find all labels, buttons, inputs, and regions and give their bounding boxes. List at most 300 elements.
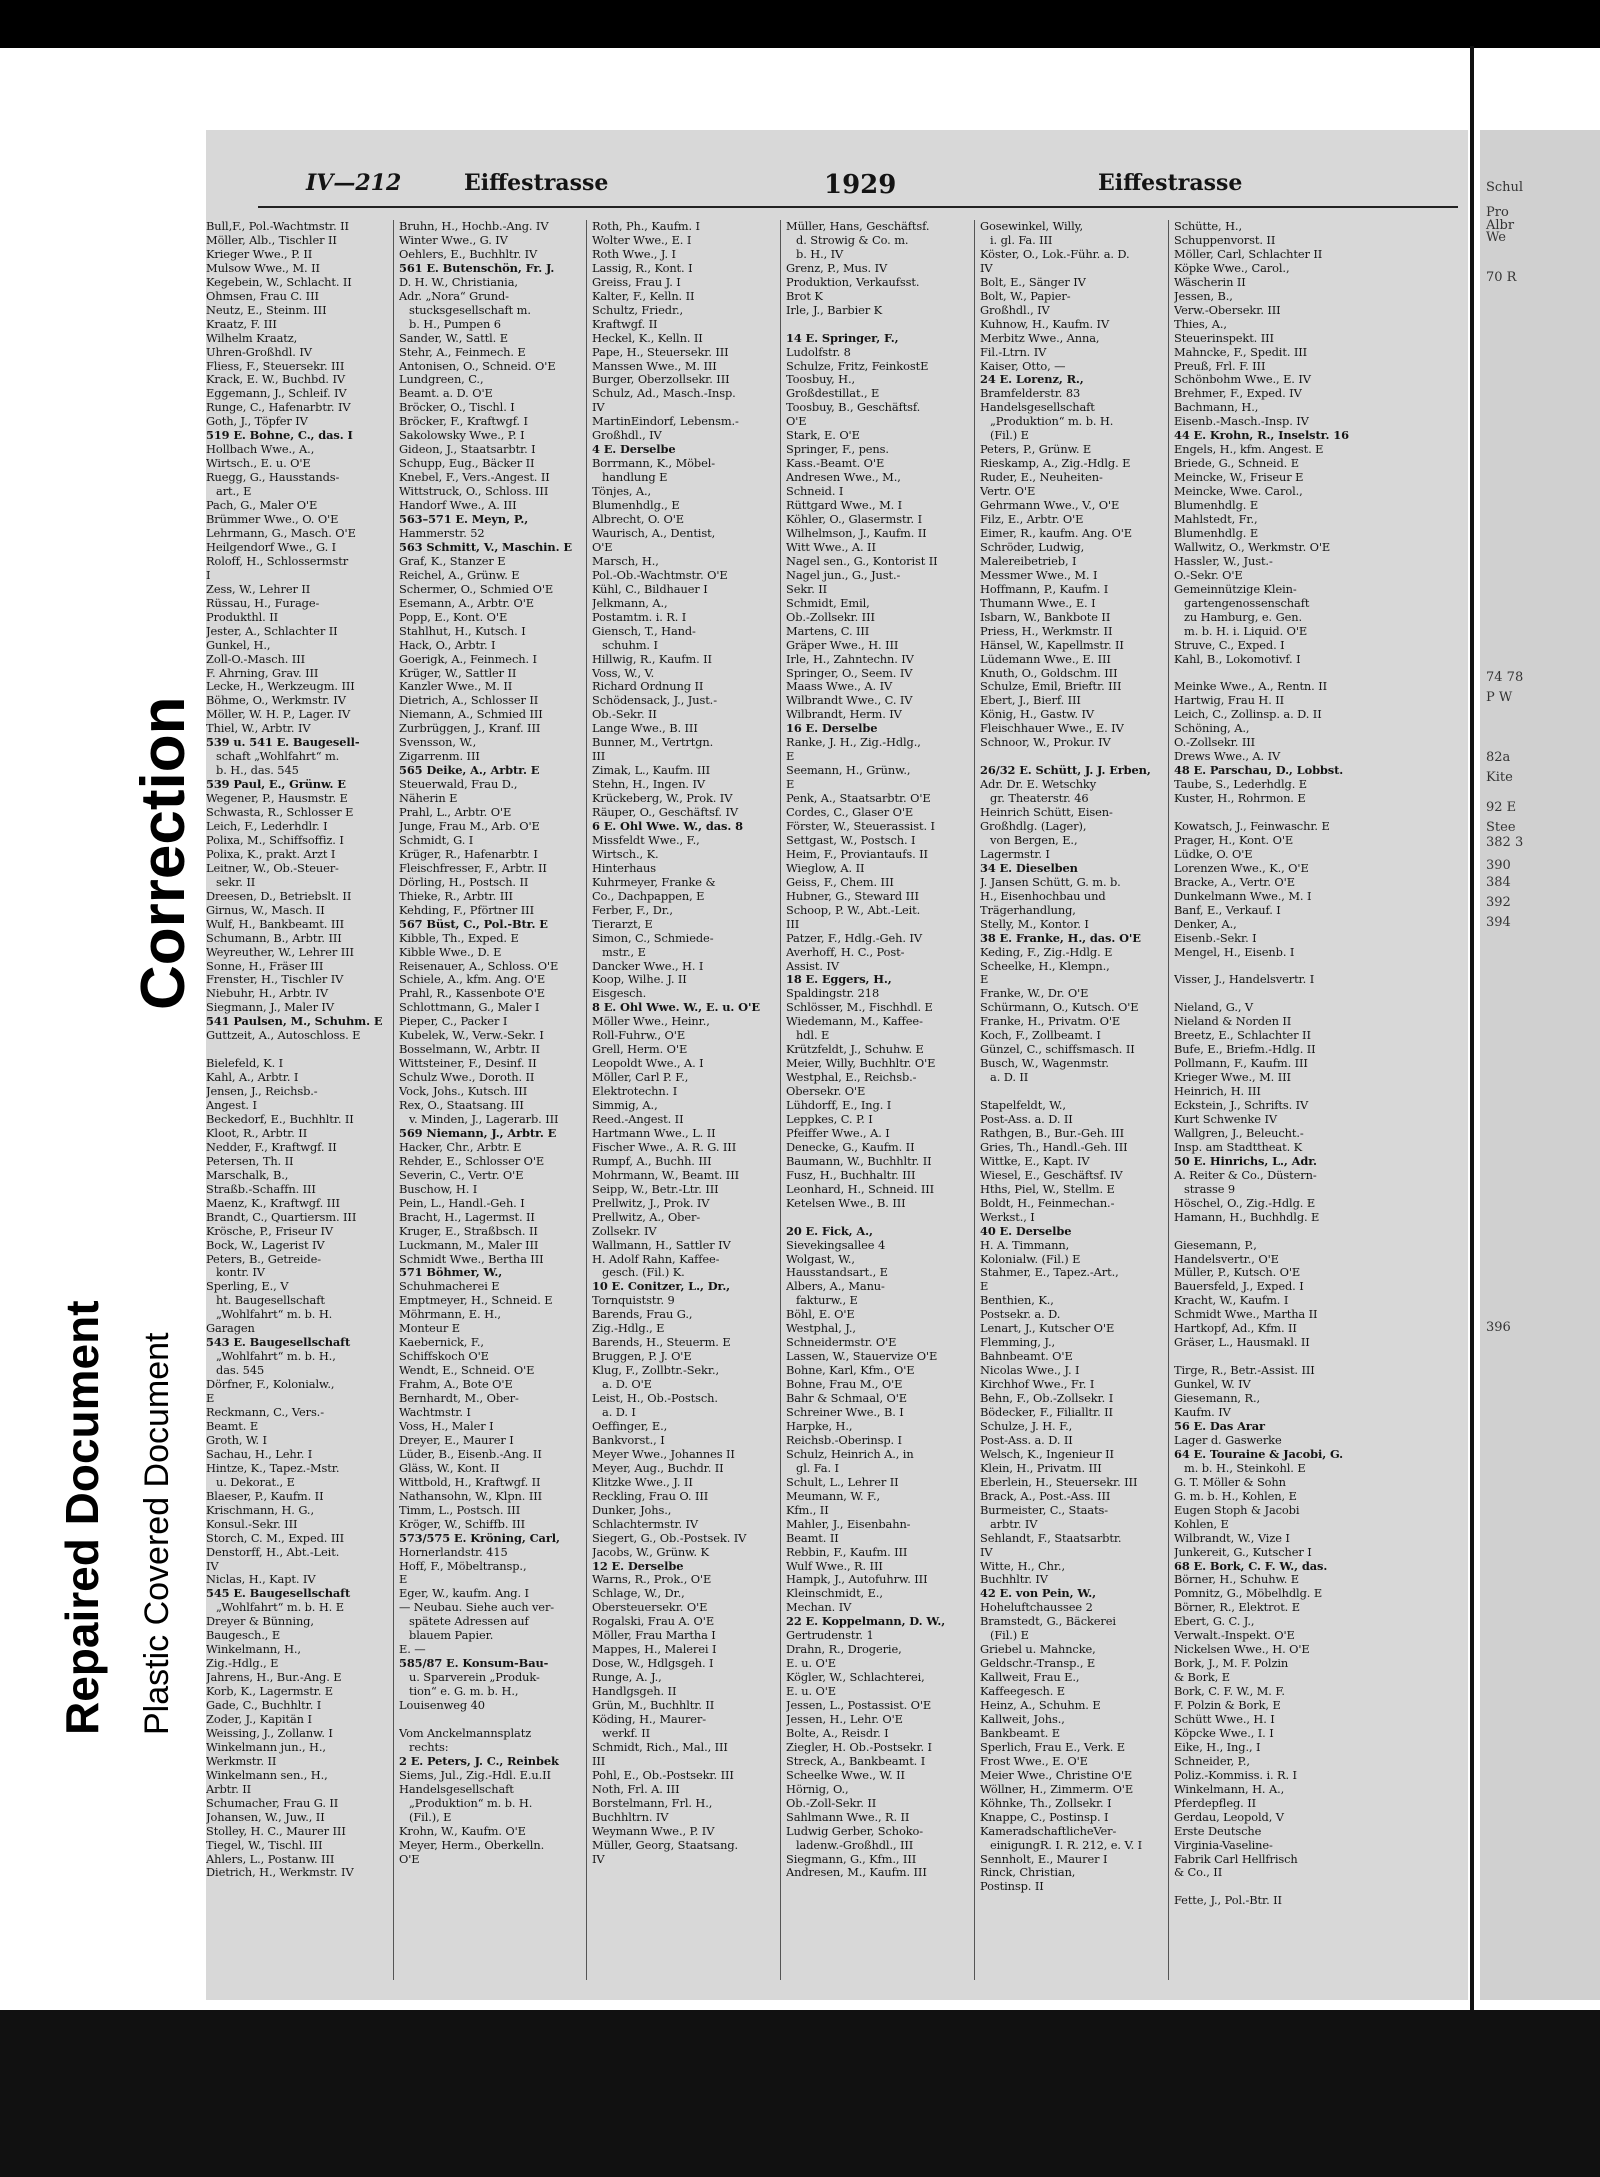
directory-entry: Sennholt, E., Maurer I	[980, 1851, 1108, 1866]
directory-entry: Esemann, A., Arbtr. O'E	[399, 595, 534, 610]
directory-entry: Struve, C., Exped. I	[1174, 637, 1285, 652]
directory-entry	[980, 1085, 1160, 1099]
directory-entry: blauem Papier.	[409, 1628, 494, 1643]
directory-entry: gartengenossenschaft	[1184, 595, 1310, 610]
directory-entry: Böhl, E. O'E	[786, 1307, 855, 1322]
directory-entry: Mulsow Wwe., M. II	[206, 260, 320, 275]
directory-entry: Zig.-Hdlg., E	[592, 1321, 665, 1336]
page-edge	[1470, 46, 1474, 2011]
directory-entry: Hacker, Chr., Arbtr. E	[399, 1139, 522, 1154]
directory-entry	[786, 1211, 966, 1225]
directory-entry: Beamt. a. D. O'E	[399, 386, 493, 401]
directory-entry: Jahrens, H., Bur.-Ang. E	[206, 1670, 342, 1685]
directory-entry: Beamt. E	[206, 1418, 259, 1433]
directory-entry: Konsul.-Sekr. III	[206, 1516, 298, 1531]
adjacent-page-text: 394	[1486, 915, 1511, 930]
directory-entry: Schmidt, Emil,	[786, 595, 870, 610]
directory-entry: m. b. H., Steinkohl. E	[1184, 1460, 1306, 1475]
directory-entry: Winter Wwe., G. IV	[399, 232, 508, 247]
directory-entry: 48 E. Parschau, D., Lobbst.	[1174, 763, 1344, 778]
directory-entry: Reckmann, C., Vers.-	[206, 1405, 324, 1420]
directory-entry: 12 E. Derselbe	[592, 1558, 684, 1573]
directory-entry: 565 Deike, A., Arbtr. E	[399, 763, 540, 778]
directory-entry: Bolt, W., Papier-	[980, 288, 1071, 303]
directory-entry: Groth, W. I	[206, 1432, 267, 1447]
directory-entry: Niemann, A., Schmied III	[399, 707, 543, 722]
page-header	[206, 170, 1468, 200]
directory-entry: Wilbrandt, Herm. IV	[786, 707, 902, 722]
directory-entry: Brümmer Wwe., O. O'E	[206, 512, 339, 527]
directory-entry: Dreyer & Bünning,	[206, 1614, 314, 1629]
directory-entry: Penk, A., Staatsarbtr. O'E	[786, 791, 931, 806]
directory-entry: Bunner, M., Vertrtgn.	[592, 735, 714, 750]
directory-entry: Schulz, Heinrich A., in	[786, 1446, 914, 1461]
directory-entry: Siegert, G., Ob.-Postsek. IV	[592, 1530, 747, 1545]
directory-entry: Thies, A.,	[1174, 316, 1227, 331]
directory-entry: Erste Deutsche	[1174, 1823, 1262, 1838]
directory-entry: Lassig, R., Kont. I	[592, 260, 693, 275]
directory-entry: Albers, A., Manu-	[786, 1279, 885, 1294]
directory-entry: Knebel, F., Vers.-Angest. II	[399, 470, 550, 485]
directory-entry: spätete Adressen auf	[409, 1614, 529, 1629]
directory-entry: Postinsp. II	[980, 1879, 1044, 1894]
directory-entry: Marsch, H.,	[592, 553, 659, 568]
directory-entry: Ruder, E., Neuheiten-	[980, 470, 1103, 485]
directory-entry: Jensen, J., Reichsb.-	[206, 1084, 318, 1099]
directory-entry: Winkelmann jun., H.,	[206, 1739, 326, 1754]
directory-entry: Pieper, C., Packer I	[399, 1014, 508, 1029]
directory-entry: Nagel jun., G., Just.-	[786, 567, 901, 582]
directory-entry: Franke, W., Dr. O'E	[980, 986, 1089, 1001]
directory-entry: Mohrmann, W., Beamt. III	[592, 1167, 740, 1182]
directory-entry: Schult, L., Lehrer II	[786, 1474, 899, 1489]
directory-entry: „Wohlfahrt“ m. b. H.	[216, 1307, 333, 1322]
directory-entry: Eisenb.-Masch.-Insp. IV	[1174, 414, 1309, 429]
directory-entry: Hassler, W., Just.-	[1174, 553, 1273, 568]
directory-entry: Burger, Oberzollsekr. III	[592, 372, 730, 387]
directory-entry: Bruhn, H., Hochb.-Ang. IV	[399, 220, 549, 233]
directory-entry: Warns, R., Prok., O'E	[592, 1572, 712, 1587]
directory-column-2	[399, 220, 579, 1990]
directory-entry: Klitzke Wwe., J. II	[592, 1474, 693, 1489]
directory-entry: Mahncke, F., Spedit. III	[1174, 344, 1308, 359]
directory-entry: III	[786, 916, 800, 931]
directory-entry: Benthien, K.,	[980, 1293, 1054, 1308]
directory-entry: Bork, C. F. W., M. F.	[1174, 1684, 1285, 1699]
directory-entry: Eimer, R., kaufm. Ang. O'E	[980, 525, 1132, 540]
directory-entry: Ebert, G. C. J.,	[1174, 1614, 1255, 1629]
directory-entry: Schröder, Ludwig,	[980, 539, 1085, 554]
directory-entry: Malereibetrieb, I	[980, 553, 1077, 568]
directory-entry: Kass.-Beamt. O'E	[786, 456, 885, 471]
directory-entry: Börner, H., Schuhw. E	[1174, 1572, 1300, 1587]
directory-entry: Filz, E., Arbtr. O'E	[980, 512, 1084, 527]
directory-entry: Leist, H., Ob.-Postsch.	[592, 1391, 718, 1406]
directory-entry: Pol.-Ob.-Wachtmstr. O'E	[592, 567, 728, 582]
directory-entry: & Bork, E	[1174, 1670, 1230, 1685]
directory-entry: O'E	[592, 539, 613, 554]
directory-entry: Ebert, J., Bierf. III	[980, 693, 1081, 708]
directory-entry: Luckmann, M., Maler III	[399, 1237, 539, 1252]
directory-entry: Wallgren, J., Beleucht.-	[1174, 1125, 1304, 1140]
directory-entry: Nickelsen Wwe., H. O'E	[1174, 1642, 1310, 1657]
directory-entry: Möller, Frau Martha I	[592, 1628, 716, 1643]
correction-label: Correction	[129, 696, 198, 1010]
directory-entry: 4 E. Derselbe	[592, 442, 676, 457]
directory-entry: Gunkel, W. IV	[1174, 1377, 1251, 1392]
directory-entry: Dreyer, E., Maurer I	[399, 1432, 514, 1447]
street-name-left: Eiffestrasse	[464, 170, 609, 196]
directory-entry: Wilbrandt, W., Vize I	[1174, 1530, 1290, 1545]
directory-entry: Beckedorf, E., Buchhltr. II	[206, 1112, 354, 1126]
directory-entry: Beamt. II	[786, 1530, 839, 1545]
directory-entry: Müller, Georg, Staatsang.	[592, 1837, 739, 1852]
directory-entry: III	[592, 749, 606, 764]
directory-entry: Flemming, J.,	[980, 1335, 1056, 1350]
directory-entry: Virginia-Vaseline-	[1174, 1837, 1273, 1852]
directory-entry: Nedder, F., Kraftwgf. II	[206, 1139, 337, 1154]
directory-entry: Marschalk, B.,	[206, 1167, 289, 1182]
directory-entry: Rebbin, F., Kaufm. III	[786, 1544, 908, 1559]
directory-entry: Wittke, E., Kapt. IV	[980, 1153, 1090, 1168]
directory-entry: „Produktion“ m. b. H.	[990, 414, 1114, 429]
directory-entry: Rüttgard Wwe., M. I	[786, 498, 903, 513]
directory-entry: Kirchhof Wwe., Fr. I	[980, 1377, 1095, 1392]
directory-entry: 569 Niemann, J., Arbtr. E	[399, 1125, 557, 1140]
directory-entry: Börner, R., Elektrot. E	[1174, 1600, 1300, 1615]
directory-entry: Giesemann, R.,	[1174, 1391, 1260, 1406]
directory-entry: Kahl, A., Arbtr. I	[206, 1070, 299, 1085]
directory-entry: Emptmeyer, H., Schneid. E	[399, 1293, 553, 1308]
directory-entry: Martens, C. III	[786, 623, 870, 638]
directory-entry: Assist. IV	[786, 958, 839, 973]
directory-entry: Leppkes, C. P. I	[786, 1112, 873, 1126]
directory-entry: E. u. O'E	[786, 1684, 837, 1699]
directory-entry: G. m. b. H., Kohlen, E	[1174, 1488, 1297, 1503]
directory-entry: Stahlhut, H., Kutsch. I	[399, 623, 526, 638]
directory-entry: Schmidt, G. I	[399, 832, 474, 847]
directory-entry: Hamann, H., Buchhdlg. E	[1174, 1209, 1320, 1224]
directory-entry: Kröger, W., Schiffb. III	[399, 1516, 526, 1531]
plastic-covered-label: Plastic Covered Document	[138, 1332, 176, 1735]
adjacent-page-text: 70 R	[1486, 270, 1517, 285]
directory-entry: Thieke, R., Arbtr. III	[399, 888, 513, 903]
directory-entry: 34 E. Dieselben	[980, 860, 1078, 875]
directory-entry: Kolonialw. (Fil.) E	[980, 1251, 1081, 1266]
directory-entry: Griebel u. Mahncke,	[980, 1642, 1096, 1657]
directory-entry: Hintze, K., Tapez.-Mstr.	[206, 1460, 340, 1475]
directory-entry: Reichsb.-Oberinsp. I	[786, 1432, 902, 1447]
directory-entry: Meyer, Aug., Buchdr. II	[592, 1460, 724, 1475]
directory-entry: Handlgsgeh. II	[592, 1684, 677, 1699]
directory-entry: Siegmann, J., Maler IV	[206, 1000, 334, 1015]
directory-entry: Möller, Carl, Schlachter II	[1174, 246, 1323, 261]
directory-entry: Sekr. II	[786, 581, 828, 596]
directory-entry: Bull,F., Pol.-Wachtmstr. II	[206, 220, 349, 233]
directory-entry	[1174, 1225, 1354, 1239]
directory-entry: Westphal, E., Reichsb.-	[786, 1070, 917, 1085]
directory-entry: ladenw.-Großhdl., III	[796, 1837, 914, 1852]
directory-entry: Schuppenvorst. II	[1174, 232, 1276, 247]
directory-entry: Prellwitz, A., Ober-	[592, 1209, 701, 1224]
directory-entry: Kracht, W., Kaufm. I	[1174, 1293, 1289, 1308]
directory-entry: Hampk, J., Autofuhrw. III	[786, 1572, 928, 1587]
directory-entry: Sakolowsky Wwe., P. I	[399, 428, 525, 443]
directory-entry: Schmidt, Rich., Mal., III	[592, 1739, 728, 1754]
directory-entry: Eckstein, J., Schrifts. IV	[1174, 1098, 1309, 1113]
directory-entry: Geldschr.-Transp., E	[980, 1656, 1096, 1671]
directory-entry: Post-Ass. a. D. II	[980, 1432, 1073, 1447]
directory-entry: Nathansohn, W., Klpn. III	[399, 1488, 543, 1503]
directory-entry: Runge, A. J.,	[592, 1670, 662, 1685]
directory-entry: Eisgesch.	[592, 986, 647, 1001]
directory-entry: Polixa, M., Schiffsoffiz. I	[206, 832, 344, 847]
directory-entry: Pomnitz, G., Möbelhdlg. E	[1174, 1586, 1323, 1601]
directory-entry: Weissing, J., Zollanw. I	[206, 1725, 333, 1740]
directory-entry: Severin, C., Vertr. O'E	[399, 1167, 524, 1182]
directory-entry: Meumann, W. F.,	[786, 1488, 881, 1503]
directory-entry: Kuster, H., Rohrmon. E	[1174, 791, 1306, 806]
directory-entry: 567 Büst, C., Pol.-Btr. E	[399, 916, 548, 931]
directory-entry: KameradschaftlicheVer-	[980, 1823, 1117, 1838]
directory-entry: Fleischhauer Wwe., E. IV	[980, 721, 1124, 736]
directory-entry: Siegmann, G., Kfm., III	[786, 1851, 917, 1866]
directory-entry: Stahmer, E., Tapez.-Art.,	[980, 1265, 1119, 1280]
directory-entry: Denecke, G., Kaufm. II	[786, 1139, 915, 1154]
directory-entry: Schönbohm Wwe., E. IV	[1174, 372, 1311, 387]
directory-entry: Bankvorst., I	[592, 1432, 665, 1447]
directory-entry: art., E	[216, 484, 252, 499]
directory-entry: Schmidt Wwe., Martha II	[1174, 1307, 1318, 1322]
directory-entry: Hoff, F., Möbeltransp.,	[399, 1558, 527, 1573]
directory-entry: Roloff, H., Schlossermstr	[206, 553, 349, 568]
directory-entry: Dreesen, D., Betriebslt. II	[206, 888, 352, 903]
directory-entry: Taube, S., Lederhdlg. E	[1174, 777, 1307, 792]
directory-entry: Harpke, H.,	[786, 1418, 853, 1433]
directory-entry: 38 E. Franke, H., das. O'E	[980, 930, 1141, 945]
directory-entry: Handelsgesellschaft	[399, 1781, 514, 1796]
directory-entry: H., Eisenhochbau und	[980, 888, 1106, 903]
directory-entry: Köding, H., Maurer-	[592, 1711, 707, 1726]
directory-entry: Nicolas Wwe., J. I	[980, 1363, 1080, 1378]
directory-entry: Blumenhdlg. E	[1174, 498, 1259, 513]
directory-entry: Bankbeamt. E	[980, 1725, 1060, 1740]
directory-entry: Adr. Dr. E. Wetschky	[980, 777, 1097, 792]
directory-entry: Co., Dachpappen, E	[592, 888, 705, 903]
directory-entry	[786, 318, 966, 332]
directory-entry: Mengel, H., Eisenb. I	[1174, 944, 1295, 959]
directory-entry: Fischer Wwe., A. R. G. III	[592, 1139, 737, 1154]
directory-entry: Denstorff, H., Abt.-Leit.	[206, 1544, 340, 1559]
directory-entry: Dancker Wwe., H. I	[592, 958, 704, 973]
directory-entry: Franke, H., Privatm. O'E	[980, 1014, 1121, 1029]
directory-entry: E. —	[399, 1642, 426, 1657]
directory-entry: i. gl. Fa. III	[990, 232, 1053, 247]
directory-entry: 42 E. von Pein, W.,	[980, 1586, 1096, 1601]
directory-entry: Fleischfresser, F., Arbtr. II	[399, 860, 547, 875]
directory-entry: Räuper, O., Geschäftsf. IV	[592, 805, 738, 820]
adjacent-page-text: 382 3	[1486, 835, 1524, 850]
directory-entry: Grell, Herm. O'E	[592, 1042, 688, 1057]
directory-page	[206, 130, 1468, 2000]
directory-entry: IV	[592, 1851, 605, 1866]
directory-entry: Spaldingstr. 218	[786, 986, 880, 1001]
directory-entry: Wallmann, H., Sattler IV	[592, 1237, 731, 1252]
directory-entry: stucksgesellschaft m.	[409, 302, 531, 317]
directory-entry: Post-Ass. a. D. II	[980, 1112, 1073, 1126]
directory-entry: Bahr & Schmaal, O'E	[786, 1391, 907, 1406]
directory-entry: Insp. am Stadttheat. K	[1174, 1139, 1303, 1154]
repaired-document-label: Repaired Document	[56, 1300, 108, 1735]
directory-entry: Welsch, K., Ingenieur II	[980, 1446, 1114, 1461]
directory-entry: Gosewinkel, Willy,	[980, 220, 1083, 233]
directory-entry: Bachmann, H.,	[1174, 400, 1259, 415]
directory-entry: Toosbuy, H.,	[786, 372, 856, 387]
directory-entry: Reisenauer, A., Schloss. O'E	[399, 958, 559, 973]
directory-entry: 563 Schmitt, V., Maschin. E	[399, 539, 572, 554]
directory-entry: Schlösser, M., Fischhdl. E	[786, 1000, 933, 1015]
directory-entry: Lühdorff, E., Ing. I	[786, 1098, 892, 1113]
header-rule	[258, 206, 1458, 208]
directory-entry: Kleinschmidt, E.,	[786, 1586, 883, 1601]
column-divider	[1168, 220, 1169, 1980]
directory-entry: Gade, C., Buchhltr. I	[206, 1698, 322, 1713]
directory-entry: Engels, H., kfm. Angest. E	[1174, 442, 1324, 457]
adjacent-page-fragment	[1480, 130, 1600, 2000]
directory-entry: Mahler, J., Eisenbahn-	[786, 1516, 911, 1531]
directory-entry: Lecke, H., Werkzeugm. III	[206, 679, 355, 694]
directory-entry: Näherin E	[399, 791, 458, 806]
directory-entry: Gerdau, Leopold, V	[1174, 1809, 1284, 1824]
directory-entry: Hänsel, W., Kapellmstr. II	[980, 637, 1124, 652]
directory-entry: Brehmer, F., Exped. IV	[1174, 386, 1302, 401]
directory-entry: Produktion, Verkaufsst.	[786, 274, 920, 289]
directory-entry: Eberlein, H., Steuersekr. III	[980, 1474, 1138, 1489]
directory-entry: Schlage, W., Dr.,	[592, 1586, 685, 1601]
directory-entry: Gries, Th., Handl.-Geh. III	[980, 1139, 1128, 1154]
directory-entry: Polixa, K., prakt. Arzt I	[206, 846, 336, 861]
directory-entry: 8 E. Ohl Wwe. W., E. u. O'E	[592, 1000, 760, 1015]
directory-entry: Girnus, W., Masch. II	[206, 902, 325, 917]
directory-entry: Goth, J., Töpfer IV	[206, 414, 308, 429]
directory-entry: Hillwig, R., Kaufm. II	[592, 651, 712, 666]
directory-entry: Richard Ordnung II	[592, 679, 704, 694]
directory-entry: Großhdl., IV	[980, 302, 1050, 317]
directory-entry: Frahm, A., Bote O'E	[399, 1377, 513, 1392]
directory-entry: Hinterhaus	[592, 860, 656, 875]
directory-entry: Fabrik Carl Hellfrisch	[1174, 1851, 1298, 1866]
directory-entry: Oehlers, E., Buchhltr. IV	[399, 246, 538, 261]
directory-entry: Wulf, H., Bankbeamt. III	[206, 916, 345, 931]
directory-entry: Antonisen, O., Schneid. O'E	[399, 358, 556, 373]
directory-entry: Noth, Frl. A. III	[592, 1781, 680, 1796]
directory-entry: Prahl, L., Arbtr. O'E	[399, 805, 512, 820]
directory-entry	[980, 750, 1160, 764]
directory-entry: Möhrmann, E. H.,	[399, 1307, 501, 1322]
directory-entry: Wieglow, A. II	[786, 860, 865, 875]
directory-entry: Wilhelmson, J., Kaufm. II	[786, 525, 927, 540]
directory-entry: Meier Wwe., Christine O'E	[980, 1767, 1133, 1782]
directory-entry: Großhdlg. (Lager),	[980, 818, 1087, 833]
directory-entry: Kühl, C., Bildhauer I	[592, 581, 708, 596]
directory-entry: Sachau, H., Lehr. I	[206, 1446, 313, 1461]
directory-entry: Kaffeegesch. E	[980, 1684, 1065, 1699]
directory-entry: Handelsgesellschaft	[980, 400, 1095, 415]
directory-entry: Hack, O., Arbtr. I	[399, 637, 496, 652]
directory-entry: Wäscherin II	[1174, 274, 1246, 289]
directory-entry: Lassen, W., Stauervize O'E	[786, 1349, 938, 1364]
directory-entry: Toosbuy, B., Geschäftsf.	[786, 400, 921, 415]
directory-entry: Möller, Carl P. F.,	[592, 1070, 689, 1085]
directory-entry: Grün, M., Buchhltr. II	[592, 1698, 715, 1713]
directory-entry: Kallweit, Frau E.,	[980, 1670, 1080, 1685]
directory-entry: Leonhard, H., Schneid. III	[786, 1181, 935, 1196]
directory-entry: Andresen Wwe., M.,	[786, 470, 901, 485]
directory-entry: Eisenb.-Sekr. I	[1174, 930, 1257, 945]
directory-entry: Scheelke Wwe., W. II	[786, 1767, 905, 1782]
directory-entry: Kuhrmeyer, Franke &	[592, 874, 716, 889]
directory-entry: Wolter Wwe., E. I	[592, 232, 692, 247]
directory-entry: Handelsvertr., O'E	[1174, 1251, 1279, 1266]
directory-entry: Müller, P., Kutsch. O'E	[1174, 1265, 1301, 1280]
directory-entry: Kraatz, F. III	[206, 316, 277, 331]
adjacent-page-text: Schul	[1486, 180, 1524, 195]
directory-entry: Dietrich, H., Werkmstr. IV	[206, 1865, 354, 1880]
directory-entry: Kubelek, W., Verw.-Sekr. I	[399, 1028, 544, 1043]
directory-entry: 6 E. Ohl Wwe. W., das. 8	[592, 818, 743, 833]
directory-entry: Jester, A., Schlachter II	[206, 623, 338, 638]
directory-entry: Krischmann, H. G.,	[206, 1502, 314, 1517]
directory-entry: — Neubau. Siehe auch ver-	[399, 1600, 555, 1615]
directory-entry: Verw.-Obersekr. III	[1174, 302, 1281, 317]
directory-entry: Wulf Wwe., R. III	[786, 1558, 883, 1573]
directory-entry: Kfm., II	[786, 1502, 829, 1517]
street-name-right: Eiffestrasse	[1098, 170, 1243, 196]
adjacent-page-text: 74 78	[1486, 670, 1524, 685]
directory-entry: Seemann, H., Grünw.,	[786, 763, 911, 778]
directory-entry: Lüdemann Wwe., E. III	[980, 651, 1111, 666]
directory-entry: Postamtm. i. R. I	[592, 609, 687, 624]
scan-border-top	[0, 0, 1600, 48]
directory-entry: Stehr, A., Feinmech. E	[399, 344, 526, 359]
directory-entry: O'E	[786, 414, 807, 429]
directory-entry: Bauersfeld, J., Exped. I	[1174, 1279, 1304, 1294]
directory-entry: Mechan. IV	[786, 1600, 852, 1615]
directory-entry: E	[399, 1572, 408, 1587]
directory-entry: Bödecker, F., Filialltr. II	[980, 1405, 1113, 1420]
directory-entry: Hartwig, Frau H. II	[1174, 693, 1285, 708]
directory-entry: Hubner, G., Steward III	[786, 888, 919, 903]
directory-entry: Kaiser, Otto, —	[980, 358, 1066, 373]
directory-entry: Peters, P., Grünw. E	[980, 442, 1092, 457]
directory-entry: „Wohlfahrt“ m. b. H. E	[216, 1600, 344, 1615]
adjacent-page-text: Stee	[1486, 820, 1516, 835]
directory-entry: Schreiner Wwe., B. I	[786, 1405, 904, 1420]
directory-entry: Meyer, Herm., Oberkelln.	[399, 1837, 545, 1852]
directory-entry: Witte, H., Chr.,	[980, 1558, 1065, 1573]
directory-entry: A. Reiter & Co., Düstern-	[1174, 1167, 1317, 1182]
directory-entry: IV	[980, 1544, 993, 1559]
directory-entry: H. Adolf Rahn, Kaffee-	[592, 1251, 720, 1266]
directory-entry: gr. Theaterstr. 46	[990, 791, 1089, 806]
directory-entry: Eger, W., kaufm. Ang. I	[399, 1586, 529, 1601]
directory-entry: Buschow, H. I	[399, 1181, 478, 1196]
directory-entry: mstr., E	[602, 944, 646, 959]
directory-entry: Sperling, E., V	[206, 1279, 289, 1294]
directory-entry: a. D. II	[990, 1070, 1029, 1085]
directory-entry: Wegener, P., Hausmstr. E	[206, 791, 348, 806]
directory-entry: Nieland & Norden II	[1174, 1014, 1292, 1029]
